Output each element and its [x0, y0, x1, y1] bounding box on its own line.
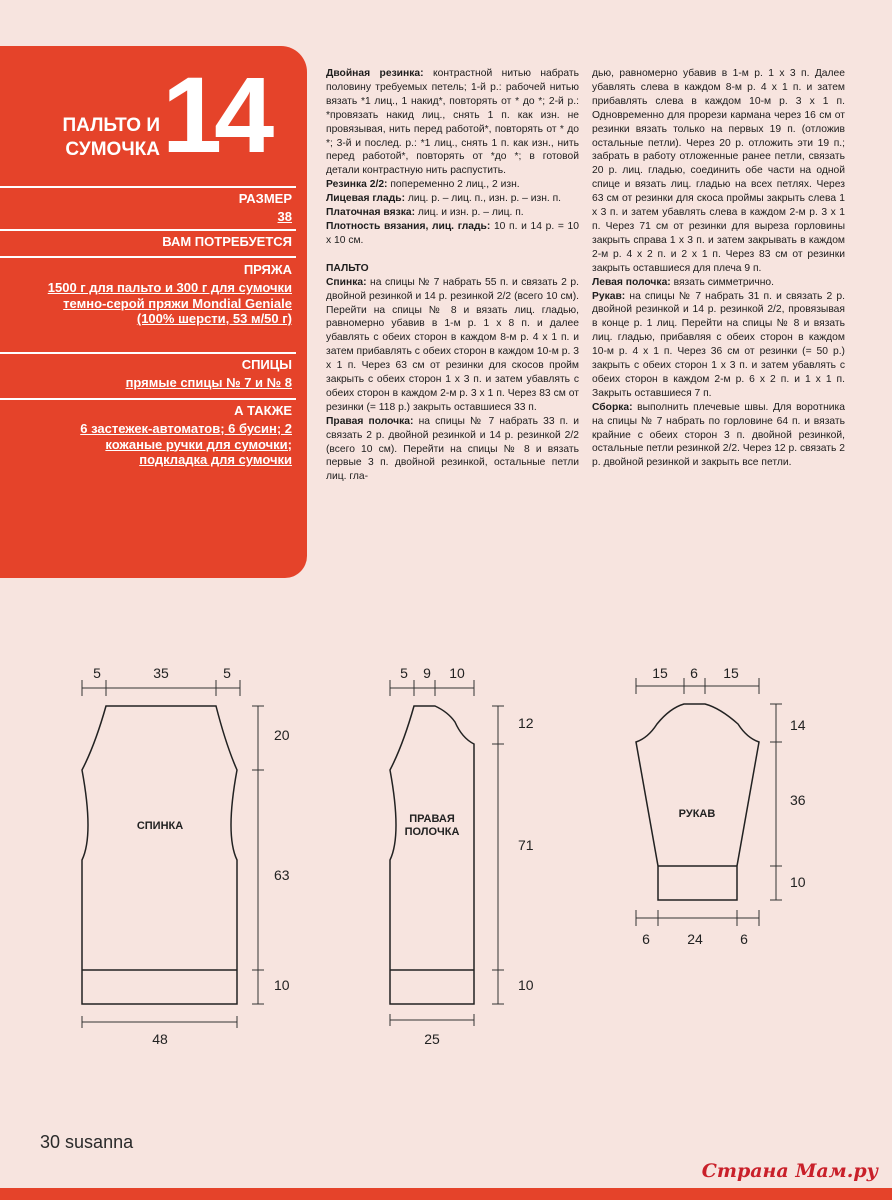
- divider: [0, 398, 296, 400]
- section-coat: ПАЛЬТО: [326, 262, 369, 274]
- paragraph-stockinette: Лицевая гладь: лиц. р. – лиц. п., изн. р. – изн. п.: [326, 193, 562, 205]
- paragraph-assembly: Сборка: выполнить плечевые швы. Для воротника на спицы № 7 набрать по горловине 64 п. и вязать крайние с обеих сторон 3 п. двойной резинкой, остальные петли резинкой 2/2. Через 12 р. связать 2 р. двойной резинкой и закрыть все петли.: [592, 401, 845, 469]
- bottom-bar: [0, 1188, 892, 1200]
- dim-label: 63: [274, 867, 290, 883]
- text-column-1: [326, 67, 579, 484]
- paragraph-garter: Платочная вязка: лиц. и изн. р. – лиц. п.: [326, 207, 524, 219]
- dim-label: 5: [93, 665, 101, 681]
- front-outline: [390, 706, 474, 1004]
- sleeve-label: РУКАВ: [678, 808, 716, 820]
- pattern-title: [20, 114, 160, 162]
- divider: [0, 229, 296, 231]
- needles-value: прямые спицы № 7 и № 8: [125, 375, 292, 390]
- dim-label: 12: [518, 715, 534, 731]
- divider: [0, 256, 296, 258]
- paragraph-right-front: Правая полочка: на спицы № 7 набрать 33 п. и связать 2 р. двойной резинкой и 14 р. резинкой 2/2 (всего 10 см). Перейти на спицы № 8 и вязать первые 3 п. двойной резинкой, остальные петли лиц. гла-: [326, 415, 580, 483]
- pattern-number: 14: [162, 54, 267, 175]
- dim-label: 5: [400, 665, 408, 681]
- size-label: РАЗМЕР: [238, 191, 292, 206]
- yarn-value: 1500 г для пальто и 300 г для сумочки темно-серой пряжи Mondial Geniale (100% шерсти, 53 м/50 г): [47, 280, 292, 326]
- needles-label: СПИЦЫ: [241, 357, 292, 372]
- dim-label: 14: [790, 717, 806, 733]
- size-value: 38: [277, 209, 292, 224]
- paragraph-gauge: Плотность вязания, лиц. гладь: 10 п. и 14 р. = 10 х 10 см.: [326, 220, 579, 246]
- dim-label: 10: [790, 874, 806, 890]
- also-label: А ТАКЖЕ: [234, 403, 292, 418]
- paragraph-sleeve: Рукав: на спицы № 7 набрать 31 п. и связать 2 р. двойной резинкой и 14 р. резинкой 2/2, провязывая в конце р. 1 лиц. Перейти на спицы № 8 и вязать лиц. гладью, прибавляя с обеих сторон в каждом 10-м р. 4 х 1 п. Через 36 см от резинки (= 50 р.) закрыть с обеих сторон 1 х 3 п. и затем убавлять с обеих сторон в каждом 2-м р. 6 х 2 п. и 1 х 1 п. Закрыть оставшиеся 7 п.: [592, 290, 845, 399]
- divider: [0, 352, 296, 354]
- text-column-2: [592, 67, 845, 470]
- dim-label: 20: [274, 727, 290, 743]
- dim-label: 6: [740, 931, 748, 947]
- sleeve-outline: [636, 704, 759, 900]
- dim-label: 25: [424, 1031, 440, 1047]
- divider: [0, 186, 296, 188]
- dim-label: 10: [518, 977, 534, 993]
- title-line-1: ПАЛЬТО И: [62, 115, 160, 136]
- needed-label: ВАМ ПОТРЕБУЕТСЯ: [162, 234, 292, 249]
- dim-label: 36: [790, 792, 806, 808]
- paragraph-right-front-cont: дью, равномерно убавив в 1-м р. 1 х 3 п. Далее убавлять слева в каждом 8-м р. 4 х 1 п. и затем прибавлять слева в каждом 10-м р. 3 х 1 п. Одновременно для прорези кармана через 16 см от резинки вязать только на первых 19 п. (отложив остальные петли). Через 20 р. отложить эти 19 п.; забрать в работу отложенные ранее петли, связать 20 р. лиц. гладью, соединить обе части на одной спице и вязать лиц. гладью на всех петлях. Через 63 см от резинки для скоса проймы закрыть слева 1 х 3 п. и затем убавлять слева в каждом 2-м р. 3 х 1 п. Через 71 см от резинки для выреза горловины закрыть справа 1 х 3 п. и затем закрывать в каждом 2-м р. 4 х 2 п. и 2 х 1 п. Через 83 см от резинки закрыть оставшиеся для плеча 9 п.: [592, 68, 845, 274]
- back-label: СПИНКА: [136, 820, 184, 832]
- page-footer: [40, 1132, 133, 1153]
- dim-label: 9: [423, 665, 431, 681]
- also-value: 6 застежек-автоматов; 6 бусин; 2 кожаные ручки для сумочки; подкладка для сумочки: [80, 421, 292, 467]
- schematic-diagrams: [0, 640, 892, 1060]
- dim-label: 6: [642, 931, 650, 947]
- back-outline: [82, 706, 237, 1004]
- watermark: Страна Мам.ру: [701, 1160, 878, 1182]
- dim-label: 15: [652, 665, 668, 681]
- dim-label: 35: [153, 665, 169, 681]
- dim-label: 24: [687, 931, 703, 947]
- title-line-2: СУМОЧКА: [65, 139, 160, 160]
- front-label: ПРАВАЯ: [409, 813, 455, 825]
- dim-label: 71: [518, 837, 534, 853]
- yarn-label: ПРЯЖА: [243, 262, 292, 277]
- dim-label: 15: [723, 665, 739, 681]
- paragraph-rib-2x2: Резинка 2/2: попеременно 2 лиц., 2 изн.: [326, 179, 520, 191]
- paragraph-double-rib: Двойная резинка: контрастной нитью набрать половину требуемых петель; 1-й р.: рабочей нитью вязать *1 лиц., 1 накид*, повторять от * до *; 2-й р.: *провязать накид лиц., снять 1 п. как изн. не провязывая, нить перед работой*, повторять от * до *; 3-й и послед. р.: *1 лиц., снять 1 п. как изн., нить перед работой*, повторять от *до *; в готовой детали контрастную нить распустить.: [326, 68, 579, 177]
- dim-label: 48: [152, 1031, 168, 1047]
- front-label: ПОЛОЧКА: [404, 826, 460, 838]
- magazine-name: susanna: [65, 1132, 134, 1152]
- paragraph-left-front: Левая полочка: вязать симметрично.: [592, 276, 774, 288]
- dim-label: 6: [690, 665, 698, 681]
- dim-label: 5: [223, 665, 231, 681]
- dim-label: 10: [449, 665, 465, 681]
- dim-label: 10: [274, 977, 290, 993]
- page-number: 30: [40, 1132, 61, 1152]
- paragraph-back: Спинка: на спицы № 7 набрать 55 п. и связать 2 р. двойной резинкой и 14 р. резинкой 2/2 (всего 10 см). Перейти на спицы № 8 и вязать лиц. гладью, равномерно убавив в 1-м р. 1 х 8 п. и далее убавлять с обеих сторон в каждом 8-м р. 4 х 1 п. и затем прибавлять с обеих сторон в каждом 10-м р. 3 х 1 п. Через 63 см от резинки для скосов пройм закрыть с обеих сторон 1 х 3 п. и затем убавлять с обеих сторон в каждом 2-м р. 3 х 1 п. Через 83 см от резинки (= 118 р.) закрыть оставшиеся 33 п.: [326, 276, 579, 413]
